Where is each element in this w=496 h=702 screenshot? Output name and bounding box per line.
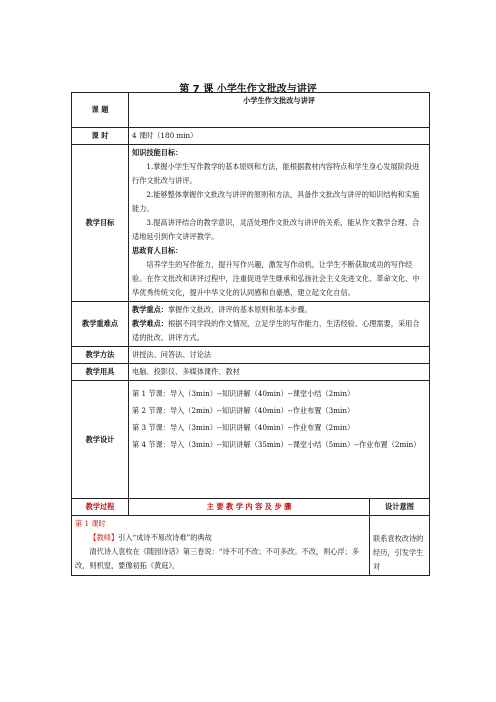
teacher-tag: 【教师】 [89, 533, 119, 542]
goals-content [129, 145, 430, 302]
tools-label: 教学用具 [72, 364, 129, 381]
tools-row [72, 364, 430, 381]
difficulty-text: 根据不同学段的作文情况，立足学生的写作能力、生活经验、心理需要，采用合适的批改、讲评方式。 [132, 319, 420, 342]
design-content [129, 381, 430, 499]
document-title: 第 7 课 小学生作文批改与讲评 [179, 84, 317, 95]
design-item: 第 1 节课：导入（3min）--知识讲解（40min）--课堂小结（2min） [132, 389, 355, 398]
goal-item: 2.能够整体掌握作文批改与讲评的原则和方法，具备作文批改与讲评的知识结构和实施能力。 [132, 190, 420, 213]
process-paragraph: 清代诗人袁枚在《随园诗话》第三卷说：“诗不可不改；不可多改。不改，则心浮；多改，则机窒，要像初拓《黄庭》， [75, 547, 360, 570]
key-points-label: 教学重难点 [72, 302, 129, 347]
methods-row [72, 347, 430, 364]
step-text: 引入“成诗不易改诗难”的典故 [118, 533, 212, 542]
lesson-plan-table [71, 92, 430, 576]
design-label: 教学设计 [72, 381, 129, 499]
topic-value: 小学生作文批改与讲评 [129, 93, 430, 128]
lesson-number: 第 1 课时 [75, 519, 106, 528]
process-header-row [72, 499, 430, 516]
design-intent-header: 设计意图 [370, 499, 430, 516]
design-intent-text: 联系袁枚改诗的经历，引发学生对 [373, 534, 424, 571]
design-intent [370, 516, 430, 576]
moral-goal-text: 培养学生的写作能力，提升写作兴趣，激发写作动机，让学生不断获取成功的写作经验。在作文批改和讲评过程中，注重促进学生继承和弘扬社会主义先进文化、革命文化、中华优秀传统文化，提升中华文化的认同感和自豪感，建立起文化自信。 [132, 260, 420, 297]
topic-row [72, 93, 430, 128]
tools-value: 电脑、投影仪、多媒体课件、教材 [129, 364, 430, 381]
topic-label: 课 题 [72, 93, 129, 128]
hours-label: 课 时 [72, 128, 129, 145]
process-content [72, 516, 370, 576]
goal-item: 1.掌握小学生写作教学的基本原则和方法，能根据教材内容特点和学生身心发展阶段进行作文批改与讲评。 [132, 162, 420, 185]
key-point-label: 教学重点： [132, 305, 168, 314]
design-item: 第 4 节课：导入（3min）--知识讲解（35min）--课堂小结（5min）--作业布置（2min） [132, 440, 421, 449]
methods-value: 讲授法、问答法、讨论法 [129, 347, 430, 364]
goals-label: 教学目标 [72, 145, 129, 302]
skill-goal-heading: 知识技能目标： [132, 148, 183, 157]
design-row [72, 381, 430, 499]
design-item: 第 3 节课：导入（3min）--知识讲解（40min）--作业布置（2min） [132, 423, 355, 432]
process-row [72, 516, 430, 576]
key-points-content [129, 302, 430, 347]
goal-item: 3.提高讲评结合的教学意识，灵活处理作文批改与讲评的关系，能从作文教学合理、合适地延引到作文讲评教学。 [132, 218, 420, 241]
main-content-header: 主 要 教 学 内 容 及 步 骤 [129, 499, 370, 516]
moral-goal-heading: 思政育人目标： [132, 246, 183, 255]
hours-row [72, 128, 430, 145]
hours-value: 4 课时（180 min） [129, 128, 430, 145]
goals-row [72, 145, 430, 302]
key-point-text: 掌握作文批改、讲评的基本原则和基本步骤。 [167, 305, 312, 314]
methods-label: 教学方法 [72, 347, 129, 364]
key-points-row [72, 302, 430, 347]
design-item: 第 2 节课：导入（2min）--知识讲解（40min）--作业布置（3min） [132, 406, 355, 415]
difficulty-label: 教学难点： [132, 319, 168, 328]
process-label: 教学过程 [72, 499, 129, 516]
